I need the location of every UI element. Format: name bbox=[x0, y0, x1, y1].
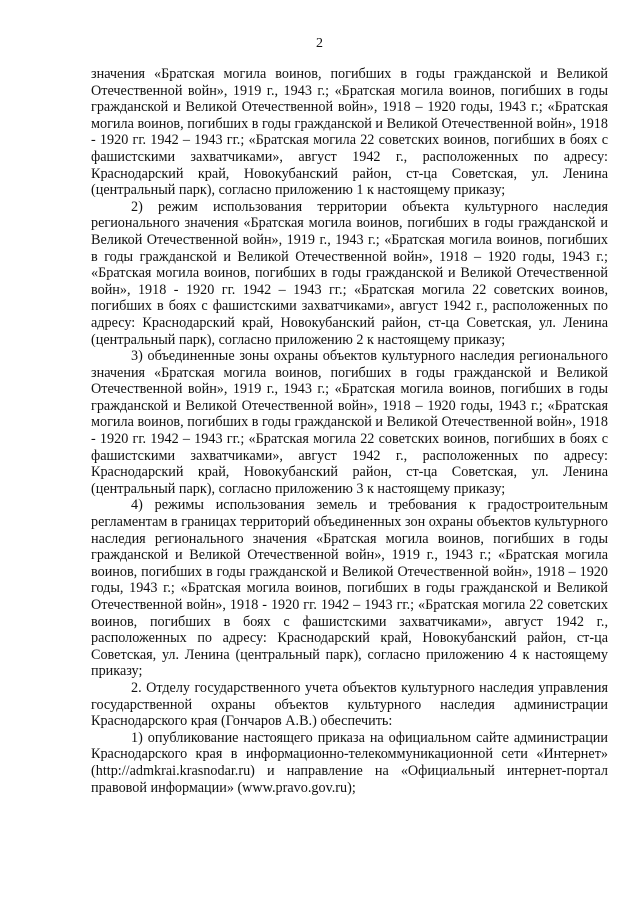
paragraph-section-2: 2. Отделу государственного учета объектов культурного наследия управления государственной охраны объектов культурного наследия администрации Краснодарского края (Гончаров А.В.) обеспечить: bbox=[91, 679, 608, 730]
paragraph-item-3: 3) объединенные зоны охраны объектов культурного наследия регионального значения «Братская могила воинов, погибших в годы гражданской и Великой Отечественной войн», 1919 г., 1943 г.; «Братская могила воинов, погибших в годы гражданской и Великой Отечественной войн», 1918 – 1920 годы, 1943 г.; «Братская могила воинов, погибших в годы гражданской и Великой Отечественной войн», 1918 - 1920 гг. 1942 – 1943 гг.; «Братская могила 22 советских воинов, погибших в боях с фашистскими захватчиками», август 1942 г., расположенных по адресу: Краснодарский край, Новокубанский район, ст-ца Советская, ул. Ленина (центральный парк), согласно приложению 3 к настоящему приказу; bbox=[91, 348, 608, 497]
paragraph-item-2: 2) режим использования территории объекта культурного наследия регионального значения «Братская могила воинов, погибших в годы гражданской и Великой Отечественной войн», 1919 г., 1943 г.; «Братская могила воинов, погибших в годы гражданской и Великой Отечественной войн», 1918 – 1920 годы, 1943 г.; «Братская могила воинов, погибших в годы гражданской и Великой Отечественной войн», 1918 - 1920 гг. 1942 – 1943 гг.; «Братская могила 22 советских воинов, погибших в боях с фашистскими захватчиками», август 1942 г., расположенных по адресу: Краснодарский край, Новокубанский район, ст-ца Советская, ул. Ленина (центральный парк), согласно приложению 2 к настоящему приказу; bbox=[91, 198, 608, 348]
page-number: 2 bbox=[316, 36, 323, 51]
paragraph-subitem-1: 1) опубликование настоящего приказа на официальном сайте администрации Краснодарского края в информационно-телекоммуникационной сети «Интернет» (http://admkrai.krasnodar.ru) и направление на «Официальный интернет-портал правовой информации» (www.pravo.gov.ru); bbox=[91, 729, 608, 796]
paragraph-continuation: значения «Братская могила воинов, погибших в годы гражданской и Великой Отечественной войн», 1919 г., 1943 г.; «Братская могила воинов, погибших в годы гражданской и Великой Отечественной войн», 1918 – 1920 годы, 1943 г.; «Братская могила воинов, погибших в годы гражданской и Великой Отечественной войн», 1918 - 1920 гг. 1942 – 1943 гг.; «Братская могила 22 советских воинов, погибших в боях с фашистскими захватчиками», август 1942 г., расположенных по адресу: Краснодарский край, Новокубанский район, ст-ца Советская, ул. Ленина (центральный парк), согласно приложению 1 к настоящему приказу; bbox=[91, 66, 608, 199]
document-body bbox=[91, 66, 608, 796]
paragraph-item-4: 4) режимы использования земель и требования к градостроительным регламентам в границах территорий объединенных зон охраны объектов культурного наследия регионального значения «Братская могила воинов, погибших в годы гражданской и Великой Отечественной войн», 1919 г., 1943 г.; «Братская могила воинов, погибших в годы гражданской и Великой Отечественной войн», 1918 – 1920 годы, 1943 г.; «Братская могила воинов, погибших в годы гражданской и Великой Отечественной войн», 1918 - 1920 гг. 1942 – 1943 гг.; «Братская могила 22 советских воинов, погибших в боях с фашистскими захватчиками», август 1942 г., расположенных по адресу: Краснодарский край, Новокубанский район, ст-ца Советская, ул. Ленина (центральный парк), согласно приложению 4 к настоящему приказу; bbox=[91, 497, 608, 680]
